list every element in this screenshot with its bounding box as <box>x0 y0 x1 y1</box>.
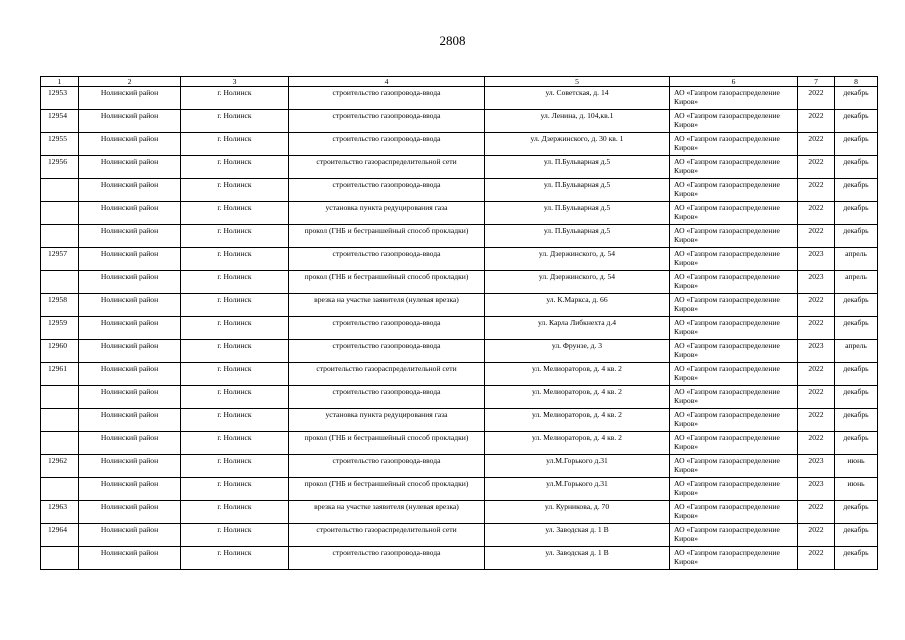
cell-row-number: 12964 <box>41 524 79 547</box>
cell-address: ул. П.Бульварная д.5 <box>485 156 670 179</box>
cell-row-number: 12956 <box>41 156 79 179</box>
cell-contractor: АО «Газпром газораспределение Киров» <box>670 455 798 478</box>
cell-locality: г. Нолинск <box>181 455 289 478</box>
cell-contractor: АО «Газпром газораспределение Киров» <box>670 317 798 340</box>
cell-month: декабрь <box>835 294 878 317</box>
table-row <box>41 547 878 570</box>
table-row <box>41 294 878 317</box>
cell-month: декабрь <box>835 363 878 386</box>
cell-work-type: строительство газопровода-ввода <box>289 386 485 409</box>
cell-address: ул. Фрунзе, д. 3 <box>485 340 670 363</box>
cell-year: 2022 <box>798 110 835 133</box>
table-row <box>41 409 878 432</box>
cell-address: ул. К.Маркса, д. 66 <box>485 294 670 317</box>
cell-district: Нолинский район <box>79 87 181 110</box>
page-number: 2808 <box>439 33 466 48</box>
table-row <box>41 202 878 225</box>
column-header-2: 2 <box>79 77 181 87</box>
cell-work-type: прокол (ГНБ и бестраншейный способ прокладки) <box>289 478 485 501</box>
cell-locality: г. Нолинск <box>181 501 289 524</box>
cell-month: декабрь <box>835 133 878 156</box>
cell-work-type: строительство газораспределительной сети <box>289 524 485 547</box>
cell-district: Нолинский район <box>79 432 181 455</box>
cell-district: Нолинский район <box>79 317 181 340</box>
cell-month: декабрь <box>835 432 878 455</box>
cell-contractor: АО «Газпром газораспределение Киров» <box>670 156 798 179</box>
cell-district: Нолинский район <box>79 386 181 409</box>
table-row <box>41 248 878 271</box>
cell-contractor: АО «Газпром газораспределение Киров» <box>670 110 798 133</box>
cell-year: 2022 <box>798 363 835 386</box>
cell-work-type: строительство газораспределительной сети <box>289 156 485 179</box>
cell-row-number: 12958 <box>41 294 79 317</box>
cell-row-number <box>41 409 79 432</box>
cell-locality: г. Нолинск <box>181 432 289 455</box>
cell-contractor: АО «Газпром газораспределение Киров» <box>670 409 798 432</box>
cell-district: Нолинский район <box>79 524 181 547</box>
cell-address: ул.М.Горького д.31 <box>485 455 670 478</box>
cell-address: ул. Карла Либкнехта д.4 <box>485 317 670 340</box>
cell-month: декабрь <box>835 317 878 340</box>
cell-contractor: АО «Газпром газораспределение Киров» <box>670 478 798 501</box>
cell-work-type: установка пункта редуцирования газа <box>289 409 485 432</box>
cell-year: 2022 <box>798 432 835 455</box>
cell-contractor: АО «Газпром газораспределение Киров» <box>670 386 798 409</box>
table-row <box>41 386 878 409</box>
cell-contractor: АО «Газпром газораспределение Киров» <box>670 179 798 202</box>
cell-locality: г. Нолинск <box>181 547 289 570</box>
cell-row-number <box>41 547 79 570</box>
cell-year: 2022 <box>798 87 835 110</box>
cell-month: декабрь <box>835 501 878 524</box>
cell-row-number: 12959 <box>41 317 79 340</box>
cell-locality: г. Нолинск <box>181 271 289 294</box>
cell-row-number <box>41 225 79 248</box>
cell-row-number: 12957 <box>41 248 79 271</box>
cell-row-number: 12955 <box>41 133 79 156</box>
cell-contractor: АО «Газпром газораспределение Киров» <box>670 340 798 363</box>
cell-year: 2022 <box>798 409 835 432</box>
table-row <box>41 455 878 478</box>
cell-locality: г. Нолинск <box>181 294 289 317</box>
table-row <box>41 524 878 547</box>
table-row <box>41 225 878 248</box>
cell-locality: г. Нолинск <box>181 340 289 363</box>
cell-contractor: АО «Газпром газораспределение Киров» <box>670 547 798 570</box>
cell-contractor: АО «Газпром газораспределение Киров» <box>670 225 798 248</box>
cell-year: 2022 <box>798 225 835 248</box>
table-row <box>41 340 878 363</box>
table-row <box>41 432 878 455</box>
cell-locality: г. Нолинск <box>181 202 289 225</box>
cell-locality: г. Нолинск <box>181 225 289 248</box>
cell-contractor: АО «Газпром газораспределение Киров» <box>670 524 798 547</box>
cell-year: 2022 <box>798 524 835 547</box>
table-row <box>41 133 878 156</box>
cell-month: декабрь <box>835 87 878 110</box>
cell-year: 2022 <box>798 501 835 524</box>
table-row <box>41 501 878 524</box>
cell-year: 2023 <box>798 478 835 501</box>
cell-year: 2022 <box>798 179 835 202</box>
column-header-5: 5 <box>485 77 670 87</box>
cell-locality: г. Нолинск <box>181 133 289 156</box>
cell-district: Нолинский район <box>79 248 181 271</box>
table-row <box>41 317 878 340</box>
cell-month: апрель <box>835 271 878 294</box>
cell-contractor: АО «Газпром газораспределение Киров» <box>670 248 798 271</box>
cell-district: Нолинский район <box>79 271 181 294</box>
cell-year: 2023 <box>798 340 835 363</box>
cell-month: декабрь <box>835 386 878 409</box>
column-header-8: 8 <box>835 77 878 87</box>
cell-work-type: строительство газопровода-ввода <box>289 179 485 202</box>
cell-month: июнь <box>835 478 878 501</box>
cell-work-type: прокол (ГНБ и бестраншейный способ прокладки) <box>289 432 485 455</box>
cell-locality: г. Нолинск <box>181 87 289 110</box>
cell-address: ул. П.Бульварная д.5 <box>485 225 670 248</box>
cell-work-type: строительство газопровода-ввода <box>289 547 485 570</box>
cell-district: Нолинский район <box>79 156 181 179</box>
cell-work-type: строительство газопровода-ввода <box>289 133 485 156</box>
cell-row-number <box>41 432 79 455</box>
cell-contractor: АО «Газпром газораспределение Киров» <box>670 202 798 225</box>
cell-month: декабрь <box>835 202 878 225</box>
cell-row-number: 12962 <box>41 455 79 478</box>
cell-locality: г. Нолинск <box>181 179 289 202</box>
cell-row-number: 12960 <box>41 340 79 363</box>
cell-work-type: строительство газопровода-ввода <box>289 110 485 133</box>
cell-locality: г. Нолинск <box>181 386 289 409</box>
cell-month: апрель <box>835 248 878 271</box>
table-row <box>41 156 878 179</box>
cell-work-type: строительство газопровода-ввода <box>289 248 485 271</box>
cell-work-type: строительство газопровода-ввода <box>289 87 485 110</box>
column-header-7: 7 <box>798 77 835 87</box>
cell-address: ул. Советская, д. 14 <box>485 87 670 110</box>
cell-district: Нолинский район <box>79 455 181 478</box>
cell-row-number: 12961 <box>41 363 79 386</box>
cell-address: ул. П.Бульварная д.5 <box>485 202 670 225</box>
cell-district: Нолинский район <box>79 547 181 570</box>
cell-month: апрель <box>835 340 878 363</box>
cell-district: Нолинский район <box>79 133 181 156</box>
cell-month: декабрь <box>835 156 878 179</box>
cell-month: декабрь <box>835 409 878 432</box>
cell-district: Нолинский район <box>79 363 181 386</box>
cell-address: ул. Мелиораторов, д. 4 кв. 2 <box>485 432 670 455</box>
cell-contractor: АО «Газпром газораспределение Киров» <box>670 294 798 317</box>
cell-month: июнь <box>835 455 878 478</box>
cell-year: 2022 <box>798 386 835 409</box>
column-header-1: 1 <box>41 77 79 87</box>
cell-contractor: АО «Газпром газораспределение Киров» <box>670 501 798 524</box>
cell-year: 2022 <box>798 317 835 340</box>
column-header-4: 4 <box>289 77 485 87</box>
cell-district: Нолинский район <box>79 294 181 317</box>
cell-month: декабрь <box>835 547 878 570</box>
cell-row-number <box>41 386 79 409</box>
column-header-3: 3 <box>181 77 289 87</box>
cell-address: ул. Ленина, д. 104,кв.1 <box>485 110 670 133</box>
cell-address: ул. Заводская д. 1 В <box>485 547 670 570</box>
cell-row-number <box>41 202 79 225</box>
cell-work-type: строительство газопровода-ввода <box>289 340 485 363</box>
cell-district: Нолинский район <box>79 179 181 202</box>
cell-locality: г. Нолинск <box>181 478 289 501</box>
cell-district: Нолинский район <box>79 225 181 248</box>
cell-work-type: прокол (ГНБ и бестраншейный способ прокладки) <box>289 225 485 248</box>
cell-contractor: АО «Газпром газораспределение Киров» <box>670 432 798 455</box>
cell-address: ул. Дзержинского, д. 54 <box>485 271 670 294</box>
cell-address: ул. Дзержинского, д. 54 <box>485 248 670 271</box>
cell-address: ул.М.Горького д.31 <box>485 478 670 501</box>
cell-locality: г. Нолинск <box>181 248 289 271</box>
cell-work-type: установка пункта редуцирования газа <box>289 202 485 225</box>
cell-row-number <box>41 478 79 501</box>
cell-locality: г. Нолинск <box>181 524 289 547</box>
table-row <box>41 363 878 386</box>
cell-work-type: строительство газораспределительной сети <box>289 363 485 386</box>
cell-row-number: 12963 <box>41 501 79 524</box>
header-row <box>41 77 878 87</box>
cell-address: ул. П.Бульварная д.5 <box>485 179 670 202</box>
cell-address: ул. Мелиораторов, д. 4 кв. 2 <box>485 363 670 386</box>
cell-contractor: АО «Газпром газораспределение Киров» <box>670 87 798 110</box>
cell-locality: г. Нолинск <box>181 110 289 133</box>
table-row <box>41 478 878 501</box>
cell-month: декабрь <box>835 179 878 202</box>
cell-row-number <box>41 179 79 202</box>
cell-address: ул. Заводская д. 1 В <box>485 524 670 547</box>
cell-address: ул. Мелиораторов, д. 4 кв. 2 <box>485 386 670 409</box>
cell-work-type: врезка на участке заявителя (нулевая врезка) <box>289 294 485 317</box>
cell-row-number <box>41 271 79 294</box>
column-header-6: 6 <box>670 77 798 87</box>
cell-contractor: АО «Газпром газораспределение Киров» <box>670 363 798 386</box>
gas-works-table <box>40 76 878 570</box>
cell-locality: г. Нолинск <box>181 363 289 386</box>
table-row <box>41 179 878 202</box>
cell-district: Нолинский район <box>79 110 181 133</box>
cell-locality: г. Нолинск <box>181 409 289 432</box>
cell-row-number: 12954 <box>41 110 79 133</box>
cell-year: 2023 <box>798 248 835 271</box>
cell-month: декабрь <box>835 110 878 133</box>
cell-locality: г. Нолинск <box>181 156 289 179</box>
cell-year: 2023 <box>798 455 835 478</box>
cell-year: 2022 <box>798 547 835 570</box>
cell-district: Нолинский район <box>79 409 181 432</box>
cell-address: ул. Дзержинского, д. 30 кв. 1 <box>485 133 670 156</box>
cell-address: ул. Курникова, д. 70 <box>485 501 670 524</box>
table-row <box>41 87 878 110</box>
table-header <box>41 77 878 87</box>
cell-year: 2023 <box>798 271 835 294</box>
cell-year: 2022 <box>798 133 835 156</box>
cell-district: Нолинский район <box>79 501 181 524</box>
table-row <box>41 110 878 133</box>
cell-district: Нолинский район <box>79 478 181 501</box>
cell-year: 2022 <box>798 294 835 317</box>
cell-work-type: строительство газопровода-ввода <box>289 455 485 478</box>
cell-locality: г. Нолинск <box>181 317 289 340</box>
cell-year: 2022 <box>798 202 835 225</box>
cell-work-type: строительство газопровода-ввода <box>289 317 485 340</box>
table-body <box>41 87 878 570</box>
table-row <box>41 271 878 294</box>
cell-row-number: 12953 <box>41 87 79 110</box>
cell-work-type: прокол (ГНБ и бестраншейный способ прокладки) <box>289 271 485 294</box>
cell-district: Нолинский район <box>79 340 181 363</box>
cell-year: 2022 <box>798 156 835 179</box>
cell-contractor: АО «Газпром газораспределение Киров» <box>670 133 798 156</box>
cell-district: Нолинский район <box>79 202 181 225</box>
cell-month: декабрь <box>835 524 878 547</box>
cell-contractor: АО «Газпром газораспределение Киров» <box>670 271 798 294</box>
cell-work-type: врезка на участке заявителя (нулевая врезка) <box>289 501 485 524</box>
cell-month: декабрь <box>835 225 878 248</box>
cell-address: ул. Мелиораторов, д. 4 кв. 2 <box>485 409 670 432</box>
